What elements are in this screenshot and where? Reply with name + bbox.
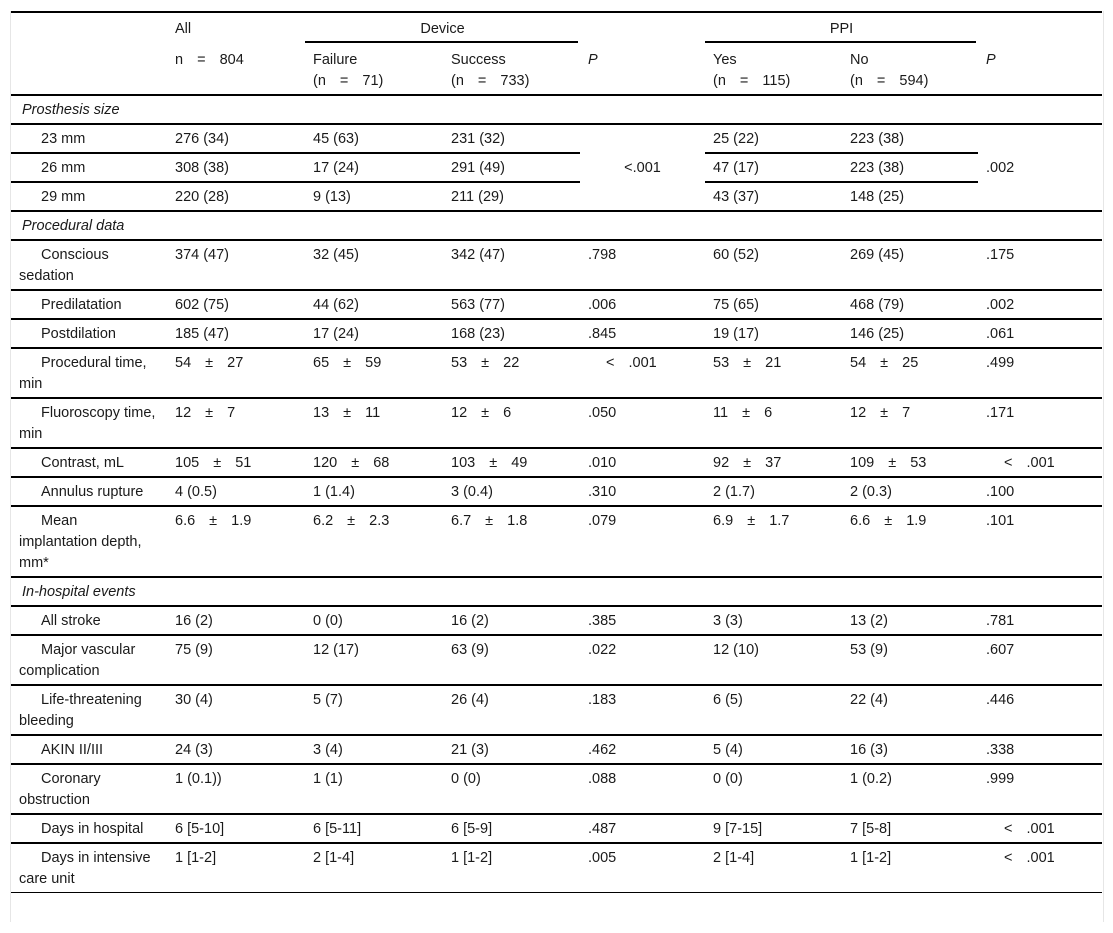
table-row xyxy=(11,814,1102,843)
cell-p2: .171 xyxy=(978,398,1102,448)
header-variable xyxy=(11,42,167,95)
row-label xyxy=(11,635,167,685)
cell-p1: .022 xyxy=(580,635,705,685)
row-label-text: Fluoroscopy time, min xyxy=(19,405,156,442)
cell-success: 103 ± 49 xyxy=(443,448,580,477)
row-label xyxy=(11,685,167,735)
cell-no: 223 (38) xyxy=(842,153,978,182)
cell-all: 602 (75) xyxy=(167,290,305,319)
row-label xyxy=(11,182,167,211)
cell-all: 374 (47) xyxy=(167,240,305,290)
table-row xyxy=(11,843,1102,893)
row-label-text: AKIN II/III xyxy=(41,742,104,758)
section-title: Procedural data xyxy=(11,211,1102,240)
row-label-text: Contrast, mL xyxy=(41,455,124,471)
table-row xyxy=(11,348,1102,398)
cell-success: 6.7 ± 1.8 xyxy=(443,506,580,577)
table-row xyxy=(11,685,1102,735)
section-row-prosthesis xyxy=(11,95,1102,124)
header-blank xyxy=(11,12,167,42)
cell-no: 22 (4) xyxy=(842,685,978,735)
cell-failure: 17 (24) xyxy=(305,319,443,348)
cell-p1: .010 xyxy=(580,448,705,477)
cell-success: 21 (3) xyxy=(443,735,580,764)
row-label xyxy=(11,814,167,843)
table-row xyxy=(11,506,1102,577)
cell-no: 148 (25) xyxy=(842,182,978,211)
cell-no: 54 ± 25 xyxy=(842,348,978,398)
cell-all: 1 [1-2] xyxy=(167,843,305,893)
cell-p-device: <.001 xyxy=(580,124,705,211)
cell-success: 342 (47) xyxy=(443,240,580,290)
cell-all: 6 [5-10] xyxy=(167,814,305,843)
cell-no: 223 (38) xyxy=(842,124,978,153)
cell-yes: 43 (37) xyxy=(705,182,842,211)
row-label xyxy=(11,843,167,893)
row-label-text: Postdilation xyxy=(41,326,116,342)
cell-yes: 0 (0) xyxy=(705,764,842,814)
device-underline xyxy=(305,41,578,43)
cell-p1: .005 xyxy=(580,843,705,893)
cell-p1: .487 xyxy=(580,814,705,843)
row-label xyxy=(11,398,167,448)
cell-success: 53 ± 22 xyxy=(443,348,580,398)
cell-p2: .607 xyxy=(978,635,1102,685)
cell-p2: .061 xyxy=(978,319,1102,348)
row-label xyxy=(11,240,167,290)
header-yes xyxy=(705,42,842,95)
cell-all: 105 ± 51 xyxy=(167,448,305,477)
header-p-device: P xyxy=(580,42,705,95)
header-success xyxy=(443,42,580,95)
cell-yes: 60 (52) xyxy=(705,240,842,290)
cell-failure: 1 (1.4) xyxy=(305,477,443,506)
cell-yes: 6 (5) xyxy=(705,685,842,735)
cell-p1: .050 xyxy=(580,398,705,448)
cell-p2: .100 xyxy=(978,477,1102,506)
cell-success: 1 [1-2] xyxy=(443,843,580,893)
header-failure-n: (n = 71) xyxy=(313,73,384,89)
ppi-underline xyxy=(705,41,976,43)
row-label-text: All stroke xyxy=(41,613,101,629)
table-row xyxy=(11,477,1102,506)
row-label xyxy=(11,290,167,319)
row-label-text: Mean implantation depth, mm* xyxy=(19,513,142,571)
row-label xyxy=(11,448,167,477)
cell-all: 1 (0.1)) xyxy=(167,764,305,814)
cell-no: 1 (0.2) xyxy=(842,764,978,814)
header-no-n: (n = 594) xyxy=(850,73,929,89)
cell-success: 16 (2) xyxy=(443,606,580,635)
row-label xyxy=(11,764,167,814)
cell-success: 0 (0) xyxy=(443,764,580,814)
header-failure xyxy=(305,42,443,95)
cell-all: 24 (3) xyxy=(167,735,305,764)
cell-success: 168 (23) xyxy=(443,319,580,348)
row-label xyxy=(11,153,167,182)
cell-yes: 11 ± 6 xyxy=(705,398,842,448)
cell-no: 146 (25) xyxy=(842,319,978,348)
cell-no: 6.6 ± 1.9 xyxy=(842,506,978,577)
cell-p2: .446 xyxy=(978,685,1102,735)
row-label-text: Days in intensive care unit xyxy=(19,850,151,887)
header-failure-label: Failure xyxy=(313,52,358,68)
cell-p1: .798 xyxy=(580,240,705,290)
cell-yes: 3 (3) xyxy=(705,606,842,635)
cell-yes: 47 (17) xyxy=(705,153,842,182)
header-yes-n: (n = 115) xyxy=(713,73,791,89)
cell-yes: 6.9 ± 1.7 xyxy=(705,506,842,577)
row-label xyxy=(11,506,167,577)
cell-yes: 19 (17) xyxy=(705,319,842,348)
row-label-text: Major vascular complication xyxy=(19,642,136,679)
row-label xyxy=(11,319,167,348)
cell-success: 3 (0.4) xyxy=(443,477,580,506)
row-label xyxy=(11,477,167,506)
cell-yes: 75 (65) xyxy=(705,290,842,319)
header-no xyxy=(842,42,978,95)
cell-no: 53 (9) xyxy=(842,635,978,685)
cell-success: 563 (77) xyxy=(443,290,580,319)
cell-yes: 25 (22) xyxy=(705,124,842,153)
cell-yes: 2 (1.7) xyxy=(705,477,842,506)
cell-no: 109 ± 53 xyxy=(842,448,978,477)
row-label-text: 23 mm xyxy=(41,131,86,147)
row-label xyxy=(11,735,167,764)
cell-failure: 5 (7) xyxy=(305,685,443,735)
table-row xyxy=(11,735,1102,764)
header-no-label: No xyxy=(850,52,869,68)
row-label-text: 29 mm xyxy=(41,189,86,205)
cell-failure: 6 [5-11] xyxy=(305,814,443,843)
cell-no: 13 (2) xyxy=(842,606,978,635)
cell-all: 30 (4) xyxy=(167,685,305,735)
cell-success: 63 (9) xyxy=(443,635,580,685)
header-success-n: (n = 733) xyxy=(451,73,530,89)
cell-p1: .006 xyxy=(580,290,705,319)
header-device xyxy=(305,12,580,42)
cell-all: 308 (38) xyxy=(167,153,305,182)
cell-p1: .462 xyxy=(580,735,705,764)
cell-failure: 0 (0) xyxy=(305,606,443,635)
cell-yes: 92 ± 37 xyxy=(705,448,842,477)
row-label-text: Procedural time, min xyxy=(19,355,147,392)
row-label-text: Coronary obstruction xyxy=(19,771,101,808)
cell-failure: 9 (13) xyxy=(305,182,443,211)
row-label xyxy=(11,124,167,153)
outcomes-table xyxy=(11,11,1102,893)
header-all: All xyxy=(167,12,305,42)
cell-p2: .101 xyxy=(978,506,1102,577)
header-blank-p1 xyxy=(580,12,705,42)
table-row xyxy=(11,398,1102,448)
row-label-text: Days in hospital xyxy=(41,821,144,837)
table-row xyxy=(11,448,1102,477)
cell-no: 468 (79) xyxy=(842,290,978,319)
cell-all: 54 ± 27 xyxy=(167,348,305,398)
cell-failure: 1 (1) xyxy=(305,764,443,814)
cell-p2: < .001 xyxy=(978,448,1102,477)
table-row xyxy=(11,240,1102,290)
table-row xyxy=(11,124,1102,153)
cell-success: 6 [5-9] xyxy=(443,814,580,843)
cell-failure: 13 ± 11 xyxy=(305,398,443,448)
cell-all: 6.6 ± 1.9 xyxy=(167,506,305,577)
table-row xyxy=(11,635,1102,685)
cell-p2: < .001 xyxy=(978,843,1102,893)
cell-yes: 5 (4) xyxy=(705,735,842,764)
cell-failure: 65 ± 59 xyxy=(305,348,443,398)
cell-failure: 12 (17) xyxy=(305,635,443,685)
cell-p1: .183 xyxy=(580,685,705,735)
header-all-n: n = 804 xyxy=(167,42,305,95)
table-row xyxy=(11,182,1102,211)
cell-p2: .781 xyxy=(978,606,1102,635)
cell-success: 26 (4) xyxy=(443,685,580,735)
cell-all: 75 (9) xyxy=(167,635,305,685)
table-row xyxy=(11,606,1102,635)
cell-success: 12 ± 6 xyxy=(443,398,580,448)
row-label-text: Annulus rupture xyxy=(41,484,144,500)
cell-failure: 6.2 ± 2.3 xyxy=(305,506,443,577)
cell-all: 12 ± 7 xyxy=(167,398,305,448)
cell-no: 269 (45) xyxy=(842,240,978,290)
cell-failure: 32 (45) xyxy=(305,240,443,290)
row-label-text: Conscious sedation xyxy=(19,247,109,284)
cell-all: 4 (0.5) xyxy=(167,477,305,506)
table-row xyxy=(11,319,1102,348)
cell-p2: < .001 xyxy=(978,814,1102,843)
table-body xyxy=(11,95,1102,893)
section-title: In-hospital events xyxy=(11,577,1102,606)
cell-p-ppi: .002 xyxy=(978,124,1102,211)
cell-p1: < .001 xyxy=(580,348,705,398)
cell-p1: .385 xyxy=(580,606,705,635)
header-ppi xyxy=(705,12,978,42)
cell-failure: 3 (4) xyxy=(305,735,443,764)
row-label-text: 26 mm xyxy=(41,160,86,176)
section-row-inhospital xyxy=(11,577,1102,606)
cell-p2: .002 xyxy=(978,290,1102,319)
header-device-label: Device xyxy=(420,21,465,37)
cell-failure: 2 [1-4] xyxy=(305,843,443,893)
header-yes-label: Yes xyxy=(713,52,737,68)
table-row xyxy=(11,290,1102,319)
cell-no: 12 ± 7 xyxy=(842,398,978,448)
cell-yes: 9 [7-15] xyxy=(705,814,842,843)
section-row-procedural xyxy=(11,211,1102,240)
cell-yes: 53 ± 21 xyxy=(705,348,842,398)
cell-p1: .310 xyxy=(580,477,705,506)
cell-success: 211 (29) xyxy=(443,182,580,211)
header-blank-p2 xyxy=(978,12,1102,42)
cell-p2: .499 xyxy=(978,348,1102,398)
cell-no: 1 [1-2] xyxy=(842,843,978,893)
cell-p2: .175 xyxy=(978,240,1102,290)
row-label-text: Predilatation xyxy=(41,297,122,313)
table-row xyxy=(11,764,1102,814)
cell-all: 276 (34) xyxy=(167,124,305,153)
header-row-columns xyxy=(11,42,1102,95)
header-ppi-label: PPI xyxy=(829,21,854,37)
cell-yes: 12 (10) xyxy=(705,635,842,685)
header-row-groups xyxy=(11,12,1102,42)
row-label xyxy=(11,606,167,635)
cell-failure: 44 (62) xyxy=(305,290,443,319)
cell-p1: .845 xyxy=(580,319,705,348)
cell-failure: 120 ± 68 xyxy=(305,448,443,477)
cell-p2: .338 xyxy=(978,735,1102,764)
cell-no: 2 (0.3) xyxy=(842,477,978,506)
header-success-label: Success xyxy=(451,52,506,68)
header-p-ppi: P xyxy=(978,42,1102,95)
cell-all: 185 (47) xyxy=(167,319,305,348)
cell-no: 16 (3) xyxy=(842,735,978,764)
section-title: Prosthesis size xyxy=(11,95,1102,124)
cell-success: 291 (49) xyxy=(443,153,580,182)
row-label-text: Life-threatening bleeding xyxy=(19,692,142,729)
table-row xyxy=(11,153,1102,182)
row-label xyxy=(11,348,167,398)
cell-success: 231 (32) xyxy=(443,124,580,153)
cell-p1: .088 xyxy=(580,764,705,814)
cell-all: 16 (2) xyxy=(167,606,305,635)
cell-all: 220 (28) xyxy=(167,182,305,211)
cell-failure: 45 (63) xyxy=(305,124,443,153)
cell-no: 7 [5-8] xyxy=(842,814,978,843)
cell-failure: 17 (24) xyxy=(305,153,443,182)
cell-p2: .999 xyxy=(978,764,1102,814)
cell-yes: 2 [1-4] xyxy=(705,843,842,893)
cell-p1: .079 xyxy=(580,506,705,577)
